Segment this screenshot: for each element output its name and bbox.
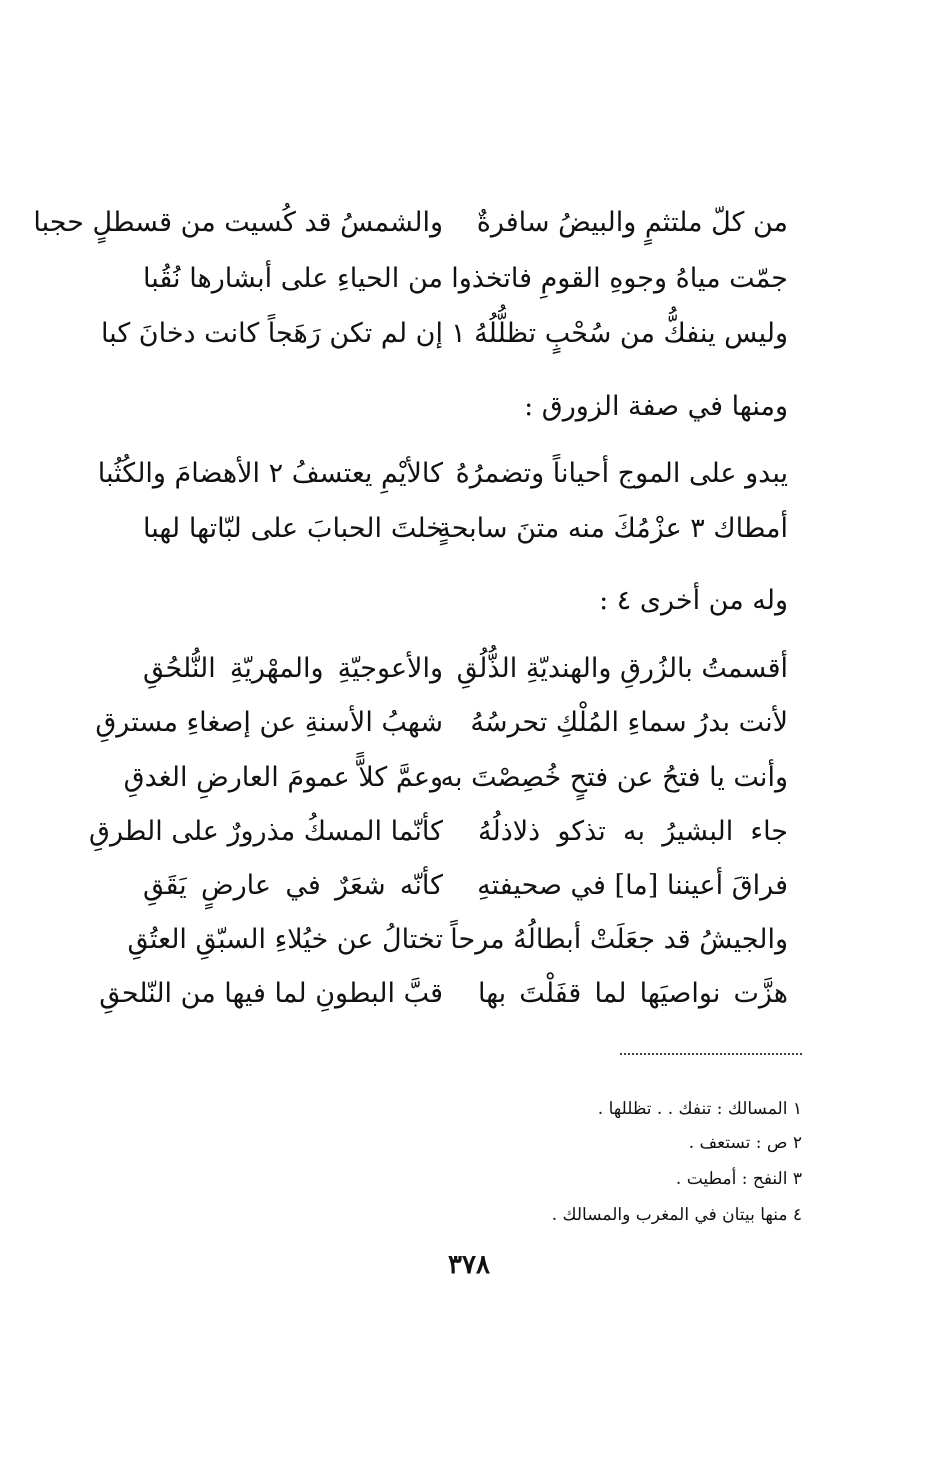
section-heading: وله من أخرى ٤ : [599, 585, 788, 616]
verse-second-hemistich: شهبُ الأسنةِ عن إصغاءِ مسترقِ [95, 707, 443, 738]
footnote: ٢ ص : تستعف . [688, 1133, 802, 1153]
verse-second-hemistich: والشمسُ قد كُسيت من قسطلٍ حجبا [33, 207, 443, 238]
section-heading: ومنها في صفة الزورق : [524, 391, 788, 422]
verse-second-hemistich: خلتَ الحبابَ على لبّاتها لهبا [143, 513, 443, 544]
verse-second-hemistich: كأنّه شعَرٌ في عارضٍ يَقَقِ [143, 870, 443, 901]
verse-first-hemistich: جمّت مياهُ وجوهِ القومِ فاتخذوا [451, 263, 788, 294]
footnote: ٣ النفح : أمطيت . [675, 1169, 802, 1189]
verse-first-hemistich: يبدو على الموج أحياناً وتضمرُهُ [455, 458, 788, 489]
verse-second-hemistich: والأعوجيّةِ والمهْريّةِ النُّلحُقِ [143, 653, 443, 684]
page-number: ٣٧٨ [448, 1250, 490, 1280]
verse-first-hemistich: وليس ينفكُّ من سُحْبٍ تظلُّلُهُ ١ [451, 318, 788, 349]
verse-second-hemistich: إن لم تكن رَهَجاً كانت دخانَ كبا [100, 318, 443, 349]
verse-first-hemistich: جاء البشيرُ به تذكو ذلاذلُهُ [478, 816, 788, 847]
verse-second-hemistich: تختالُ عن خيُلاءِ السبّقِ العتُقِ [127, 924, 443, 955]
verse-first-hemistich: وأنت يا فتحُ عن فتحٍ خُصِصْتَ به [440, 762, 788, 793]
verse-second-hemistich: قبَّ البطونِ لما فيها من النّلحقِ [99, 978, 443, 1009]
footnote: ٤ منها بيتان في المغرب والمسالك . [551, 1205, 802, 1225]
verse-first-hemistich: لأنت بدرُ سماءِ المُلْكِ تحرسُهُ [470, 707, 788, 738]
verse-second-hemistich: كأنّما المسكُ مذرورٌ على الطرقِ [89, 816, 443, 847]
footnote: ١ المسالك : تنفك . . تظللها . [597, 1099, 802, 1119]
verse-second-hemistich: كالأيْمِ يعتسفُ ٢ الأهضامَ والكُثُبا [97, 458, 443, 489]
verse-first-hemistich: أقسمتُ بالزُرقِ والهنديّةِ الذُّلُقِ [456, 653, 788, 684]
verse-second-hemistich: من الحياءِ على أبشارها نُقُبا [143, 263, 443, 294]
verse-first-hemistich: هزَّت نواصيَها لما قفَلْتَ بها [478, 978, 788, 1009]
verse-first-hemistich: أمطاك ٣ عزْمُكَ منه متنَ سابحةٍ [437, 513, 788, 544]
verse-first-hemistich: والجيشُ قد جعَلَتْ أبطالُهُ مرحاً [450, 924, 788, 955]
footnote-divider [620, 1053, 802, 1055]
verse-second-hemistich: وعمَّ كلاًّ عمومَ العارضِ الغدقِ [123, 762, 443, 793]
verse-first-hemistich: فراقَ أعيننا [ما] في صحيفتهِ [477, 870, 788, 901]
verse-first-hemistich: من كلّ ملتثمٍ والبيضُ سافرةٌ [476, 207, 788, 238]
